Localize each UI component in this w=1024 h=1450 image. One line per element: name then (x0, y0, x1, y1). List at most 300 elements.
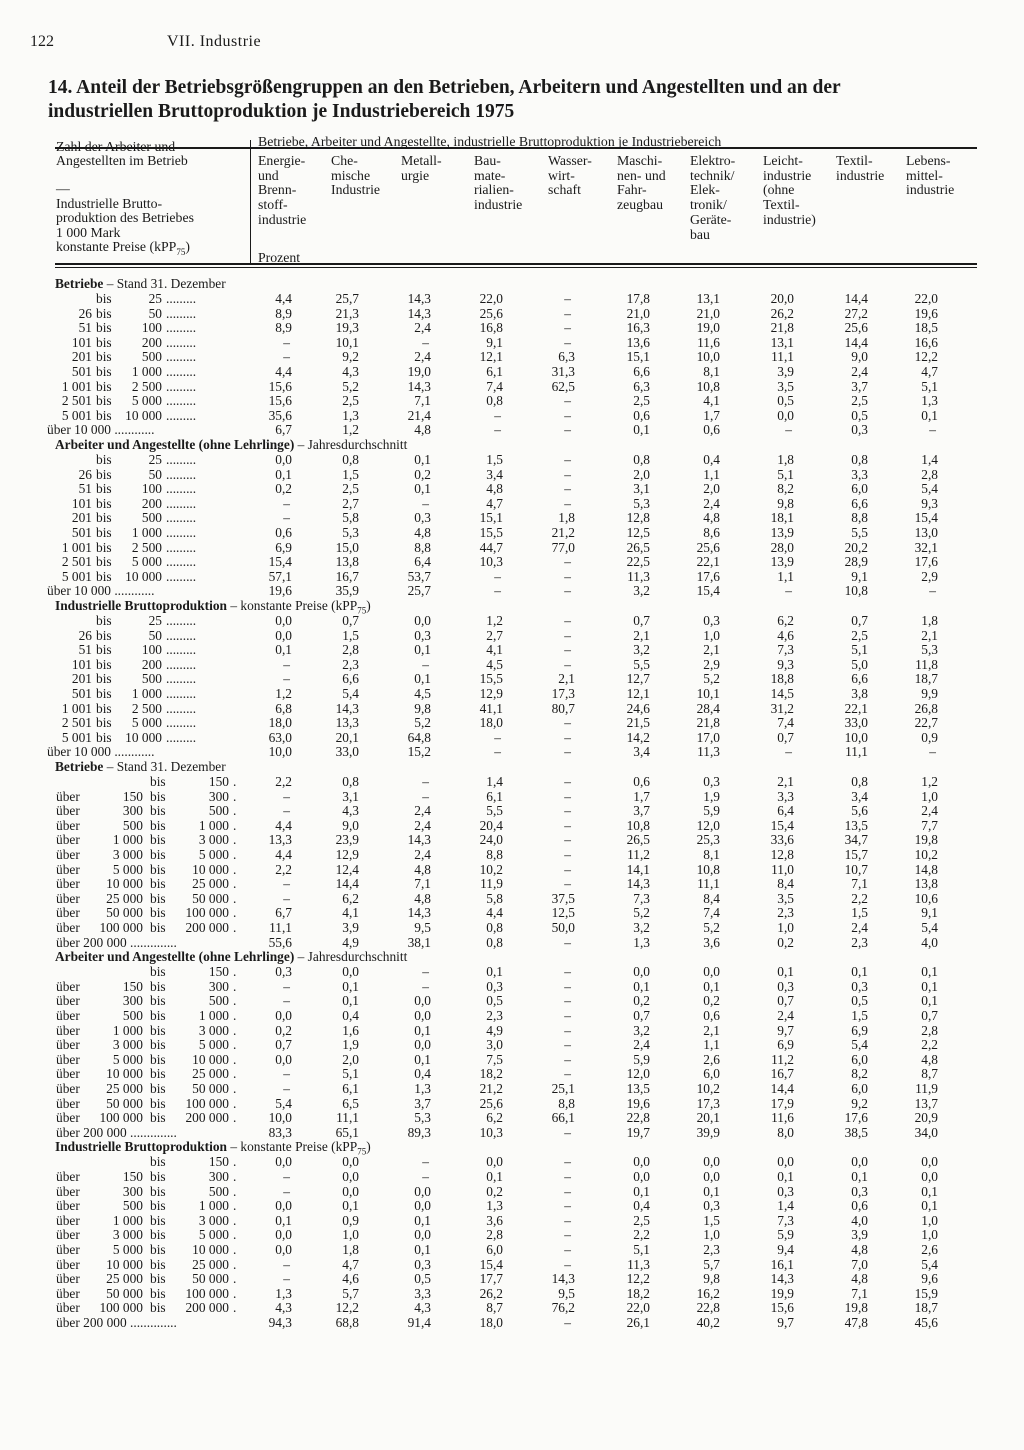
table-cell: 20,4 (479, 817, 503, 833)
table-cell: 5,5 (851, 525, 868, 540)
table-cell: 22,1 (696, 554, 720, 570)
table-cell: 25,6 (479, 1095, 503, 1111)
row-label-ueber: über (56, 1066, 80, 1082)
table-cell: 5,5 (486, 803, 503, 819)
table-cell: 6,7 (275, 905, 292, 921)
row-leader: . (233, 1022, 237, 1038)
table-cell: 1,0 (921, 788, 938, 804)
table-cell: 13,1 (696, 291, 720, 306)
table-cell: 9,5 (414, 920, 431, 935)
table-cell: 0,1 (921, 1183, 938, 1199)
page-number: 122 (30, 33, 54, 50)
table-cell: 24,6 (626, 700, 650, 716)
row-label-from: 5 001 (61, 568, 92, 584)
table-cell: 22,8 (626, 1110, 650, 1126)
table-cell: 6,1 (486, 364, 503, 379)
table-cell: 20,1 (696, 1110, 720, 1126)
row-label-bis: bis (150, 1095, 166, 1111)
table-cell: 0,1 (414, 1022, 431, 1038)
table-cell: 13,6 (626, 334, 650, 350)
table-cell: 62,5 (551, 378, 575, 394)
table-cell: 17,6 (844, 1110, 868, 1126)
row-label-ueber: über (56, 1198, 80, 1214)
table-cell: 22,1 (844, 700, 868, 716)
table-cell: – (564, 1154, 571, 1170)
table-cell: 10,0 (268, 744, 292, 760)
table-cell: 1,8 (558, 510, 575, 526)
table-cell: 0,3 (777, 978, 794, 994)
table-cell: 20,1 (335, 729, 359, 745)
table-cell: 94,3 (268, 1315, 292, 1330)
table-cell: 0,5 (851, 993, 868, 1009)
row-label-from: 1 000 (112, 1022, 143, 1038)
row-label-from: 1 000 (112, 1212, 143, 1228)
table-cell: 17,6 (696, 568, 720, 584)
table-cell: 5,0 (851, 656, 868, 672)
table-cell: – (564, 583, 571, 599)
table-cell: 0,3 (414, 510, 431, 526)
row-label-ueber: über (56, 861, 80, 877)
section-subtitle: – Stand 31. Dezember (103, 759, 226, 774)
table-cell: 18,0 (479, 1315, 503, 1330)
table-cell: 5,4 (275, 1095, 292, 1111)
spanning-header: Betriebe, Arbeiter und Angestellte, industrielle Bruttoproduktion je Industriebereich (258, 134, 722, 149)
table-cell: 0,3 (414, 1256, 431, 1272)
table-cell: 0,6 (851, 1198, 868, 1214)
table-cell: 2,1 (703, 1022, 720, 1038)
table-cell: 0,1 (921, 407, 938, 423)
table-cell: 4,4 (275, 847, 292, 862)
column-header-line: industrie (836, 167, 885, 183)
table-cell: 0,1 (777, 964, 794, 980)
row-label-from: 51 (78, 481, 92, 497)
table-cell: – (564, 715, 571, 731)
row-label-bis: bis (150, 964, 166, 980)
table-cell: – (283, 671, 290, 687)
table-cell: 17,0 (696, 729, 720, 745)
table-cell: 16,1 (770, 1256, 794, 1272)
row-leader: . (233, 920, 237, 935)
table-cell: – (564, 803, 571, 819)
table-cell: 13,8 (914, 876, 938, 892)
row-label-ueber: über (56, 890, 80, 906)
section-header (55, 276, 226, 292)
table-cell: 4,0 (851, 1212, 868, 1228)
row-label-to: 500 (141, 510, 162, 526)
table-cell: 10,8 (844, 583, 868, 599)
column-header-line: Energie- (258, 153, 306, 168)
table-cell: 0,4 (414, 1066, 431, 1082)
table-cell: 7,0 (851, 1256, 868, 1272)
row-label-to: 3 000 (198, 1022, 229, 1038)
row-label-ueber: über (56, 1285, 80, 1301)
table-cell: 0,1 (275, 466, 292, 482)
table-cell: 8,4 (777, 876, 794, 892)
table-cell: 0,1 (633, 978, 650, 994)
row-label-to: 100 000 (185, 905, 229, 921)
table-cell: 19,6 (626, 1095, 650, 1111)
table-cell: 6,4 (414, 554, 431, 570)
table-cell: 15,4 (268, 554, 292, 570)
row-label-to: 10 000 (125, 407, 162, 423)
table-cell: – (564, 1022, 571, 1038)
table-cell: 3,2 (633, 642, 650, 658)
table-cell: 0,0 (633, 1154, 650, 1170)
table-cell: 37,5 (551, 890, 575, 906)
table-cell: 0,6 (703, 422, 720, 438)
row-leader: ......... (166, 334, 197, 350)
table-cell: 0,1 (851, 1169, 868, 1184)
row-label-bis: bis (150, 978, 166, 994)
table-cell: 77,0 (551, 539, 575, 555)
table-cell: 8,9 (275, 305, 292, 321)
column-header-line: Geräte- (690, 211, 732, 227)
table-cell: 14,4 (844, 334, 868, 350)
table-cell: – (564, 334, 571, 350)
table-cell: 11,1 (771, 349, 794, 365)
table-cell: 0,1 (342, 993, 359, 1009)
table-cell: 2,2 (275, 861, 292, 877)
table-cell: 63,0 (268, 729, 292, 745)
table-cell: 2,1 (703, 642, 720, 658)
row-label-to: 200 (141, 656, 162, 672)
table-cell: 5,4 (342, 686, 359, 701)
row-leader: . (233, 817, 237, 833)
table-cell: 8,7 (921, 1066, 938, 1082)
row-leader: ......... (166, 656, 197, 672)
table-cell: 5,4 (921, 481, 938, 497)
table-cell: 40,2 (696, 1315, 720, 1330)
table-cell: 25,6 (479, 305, 503, 321)
table-cell: 14,3 (551, 1271, 575, 1287)
row-label-from: 50 000 (106, 1285, 143, 1301)
table-cell: 17,3 (696, 1095, 720, 1111)
table-cell: – (564, 788, 571, 804)
table-cell: – (283, 1271, 290, 1287)
table-cell: – (564, 1256, 571, 1272)
row-label-from: 100 000 (99, 920, 143, 935)
table-cell: 80,7 (551, 700, 575, 716)
table-cell: 13,7 (914, 1095, 938, 1111)
table-cell: 8,1 (703, 847, 720, 862)
table-cell: 19,7 (626, 1124, 650, 1140)
table-cell: 4,8 (921, 1051, 938, 1067)
table-cell: 19,8 (844, 1300, 868, 1316)
table-cell: 11,6 (771, 1110, 794, 1126)
row-label-ueber: über (56, 1022, 80, 1038)
table-cell: 3,7 (851, 378, 868, 394)
column-header-line: industrie (474, 197, 523, 213)
table-cell: 26,2 (479, 1285, 503, 1301)
table-cell: 11,1 (845, 744, 868, 760)
row-leader: . (233, 1212, 237, 1228)
table-cell: 1,8 (921, 613, 938, 628)
row-label: über 200 000 .............. (56, 934, 177, 950)
row-leader: ......... (166, 568, 197, 584)
row-label-bis: bis (150, 1037, 166, 1053)
row-label-to: 200 (141, 334, 162, 350)
row-leader: ......... (166, 407, 197, 423)
table-cell: – (564, 774, 571, 789)
table-cell: 8,6 (703, 525, 720, 540)
table-cell: 0,0 (275, 627, 292, 643)
row-label-to: 200 000 (185, 1300, 229, 1316)
table-cell: 0,7 (633, 1008, 650, 1023)
table-cell: 22,0 (626, 1300, 650, 1316)
table-cell: 0,3 (703, 613, 720, 628)
table-cell: 5,3 (342, 525, 359, 540)
table-cell: 0,3 (851, 422, 868, 438)
table-cell: 4,8 (414, 890, 431, 906)
table-cell: 13,9 (770, 525, 794, 540)
row-label-to: 25 (148, 613, 162, 628)
row-label-bis: bis (150, 1169, 166, 1184)
table-cell: – (422, 964, 429, 980)
row-leader: . (233, 774, 237, 789)
table-cell: 44,7 (479, 539, 503, 555)
table-cell: 5,5 (633, 656, 650, 672)
table-cell: 25,3 (696, 832, 720, 848)
table-cell: 14,3 (407, 305, 431, 321)
table-cell: 4,1 (486, 642, 503, 658)
table-cell: 15,4 (696, 583, 720, 599)
row-leader: . (233, 1008, 237, 1023)
table-cell: 12,7 (626, 671, 650, 687)
table-cell: 5,2 (414, 715, 431, 731)
row-label-to: 50 (148, 627, 162, 643)
row-label-ueber: über (56, 847, 80, 862)
table-cell: 15,4 (479, 1256, 503, 1272)
table-cell: 91,4 (407, 1315, 431, 1330)
table-cell: 17,9 (770, 1095, 794, 1111)
row-leader: . (233, 1081, 237, 1096)
table-cell: 53,7 (407, 568, 431, 584)
table-cell: 5,1 (851, 642, 868, 658)
table-cell: 0,0 (414, 1227, 431, 1243)
table-cell: 1,0 (777, 920, 794, 935)
table-cell: 0,8 (342, 452, 359, 467)
table-cell: 1,3 (342, 407, 359, 423)
table-cell: 7,3 (777, 1212, 794, 1228)
table-cell: 2,4 (414, 803, 431, 819)
table-cell: – (283, 1183, 290, 1199)
row-leader: ......... (166, 613, 197, 628)
table-cell: 3,1 (633, 481, 650, 497)
table-cell: 2,4 (414, 320, 431, 336)
table-cell: 0,7 (777, 729, 794, 745)
table-cell: 26,8 (914, 700, 938, 716)
row-label-bis: bis (96, 700, 112, 716)
table-cell: – (564, 481, 571, 497)
row-label-from: 1 001 (61, 539, 92, 555)
table-cell: – (564, 554, 571, 570)
table-cell: 11,3 (627, 568, 650, 584)
table-cell: 4,3 (342, 803, 359, 819)
table-cell: 11,1 (269, 920, 292, 935)
table-cell: 9,7 (777, 1315, 794, 1330)
table-cell: 1,6 (342, 1022, 359, 1038)
row-leader: ......... (166, 291, 197, 306)
table-cell: 2,7 (342, 495, 359, 511)
table-cell: – (564, 832, 571, 848)
table-cell: 0,1 (342, 1198, 359, 1214)
table-cell: 1,2 (486, 613, 503, 628)
table-cell: 1,0 (921, 1212, 938, 1228)
table-cell: 3,9 (777, 364, 794, 379)
row-label-bis: bis (96, 349, 112, 365)
row-label-bis: bis (150, 1271, 166, 1287)
row-label-from: 5 001 (61, 407, 92, 423)
column-header-line: mate- (474, 167, 506, 183)
table-cell: 1,1 (703, 1037, 720, 1053)
table-cell: 9,1 (486, 334, 503, 350)
table-cell: 10,3 (479, 1124, 503, 1140)
table-cell: 12,5 (626, 525, 650, 540)
table-cell: 14,3 (407, 832, 431, 848)
table-cell: – (564, 407, 571, 423)
table-cell: 2,6 (921, 1242, 938, 1257)
row-label-to: 50 (148, 305, 162, 321)
table-cell: 5,1 (921, 378, 938, 394)
table-cell: 5,4 (851, 1037, 868, 1053)
table-cell: 11,2 (627, 847, 650, 862)
table-cell: 9,2 (851, 1095, 868, 1111)
row-label-from: 26 (78, 305, 92, 321)
table-cell: 2,0 (342, 1051, 359, 1067)
table-cell: 4,8 (414, 422, 431, 438)
table-cell: 0,0 (703, 1154, 720, 1170)
row-label-ueber: über (56, 978, 80, 994)
row-leader: ......... (166, 393, 197, 409)
column-header-line: technik/ (690, 167, 735, 183)
table-cell: 18,0 (479, 715, 503, 731)
table-cell: 3,4 (486, 466, 503, 482)
row-leader: . (233, 803, 237, 819)
row-label-ueber: über (56, 803, 80, 819)
table-cell: 15,5 (479, 525, 503, 540)
table-cell: 9,2 (342, 349, 359, 365)
table-cell: 33,6 (770, 832, 794, 848)
table-cell: 2,3 (486, 1008, 503, 1023)
table-cell: 0,8 (486, 920, 503, 935)
row-label-ueber: über (56, 1242, 80, 1257)
table-cell: 21,0 (626, 305, 650, 321)
table-cell: 4,3 (275, 1300, 292, 1316)
table-cell: 14,2 (626, 729, 650, 745)
table-cell: 25,7 (335, 291, 359, 306)
table-cell: 2,5 (342, 393, 359, 409)
table-cell: 15,5 (479, 671, 503, 687)
table-cell: 21,3 (335, 305, 359, 321)
table-cell: 9,5 (558, 1285, 575, 1301)
table-cell: 4,9 (486, 1022, 503, 1038)
table-cell: 21,2 (479, 1081, 503, 1096)
table-cell: 0,0 (414, 1037, 431, 1053)
table-cell: 21,2 (551, 525, 575, 540)
row-label-from: 100 000 (99, 1110, 143, 1126)
table-cell: – (494, 422, 501, 438)
table-cell: 0,5 (851, 407, 868, 423)
row-leader: ......... (166, 378, 197, 394)
table-cell: – (564, 1212, 571, 1228)
stub-header-line: Industrielle Brutto- (56, 196, 163, 211)
table-cell: 6,0 (851, 1051, 868, 1067)
table-cell: – (564, 993, 571, 1009)
table-cell: 15,2 (407, 744, 431, 760)
section-title: Industrielle Bruttoproduktion (55, 598, 228, 613)
table-cell: 0,2 (633, 993, 650, 1009)
section-subtitle: – Stand 31. Dezember (103, 276, 226, 291)
running-head: VII. Industrie (167, 33, 262, 50)
row-label-to: 1 000 (131, 364, 162, 379)
section-title: Industrielle Bruttoproduktion (55, 1139, 228, 1155)
table-cell: 9,1 (851, 568, 868, 584)
table-cell: 0,5 (486, 993, 503, 1009)
table-cell: 39,9 (696, 1124, 720, 1140)
column-header-line: mittel- (906, 167, 943, 183)
table-cell: 0,1 (921, 1198, 938, 1214)
table-cell: 1,3 (275, 1285, 292, 1301)
table-cell: 10,1 (696, 686, 720, 701)
table-cell: 0,7 (342, 613, 359, 628)
table-cell: 22,0 (479, 291, 503, 306)
row-label-ueber: über (56, 1095, 80, 1111)
table-cell: 0,0 (414, 613, 431, 628)
table-cell: 17,6 (914, 554, 938, 570)
table-cell: – (564, 744, 571, 760)
table-cell: 20,9 (914, 1110, 938, 1126)
table-cell: 4,1 (703, 393, 720, 409)
table-cell: 12,1 (626, 686, 650, 701)
table-cell: 4,8 (851, 1242, 868, 1257)
table-cell: 14,4 (335, 876, 359, 892)
row-label-bis: bis (96, 554, 112, 570)
table-cell: 0,1 (414, 1212, 431, 1228)
row-label-from: 201 (71, 349, 92, 365)
table-cell: 28,9 (844, 554, 868, 570)
table-cell: 2,0 (703, 481, 720, 497)
table-cell: 0,3 (414, 627, 431, 643)
table-cell: 66,1 (551, 1110, 575, 1126)
row-label-bis: bis (150, 861, 166, 877)
row-label-from: 201 (71, 671, 92, 687)
table-cell: 6,9 (777, 1037, 794, 1053)
table-cell: 4,8 (414, 861, 431, 877)
table-title-line-2: industriellen Bruttoproduktion je Industriebereich 1975 (48, 101, 515, 122)
table-cell: – (564, 1008, 571, 1023)
table-cell: 10,3 (479, 554, 503, 570)
table-cell: – (283, 1066, 290, 1082)
table-cell: 12,2 (626, 1271, 650, 1287)
row-label-bis: bis (150, 788, 166, 804)
column-header-line: und (258, 167, 279, 183)
table-cell: 11,2 (771, 1051, 794, 1067)
table-cell: – (564, 656, 571, 672)
column-header-line: mische (331, 167, 371, 183)
row-leader: ......... (166, 554, 197, 570)
table-cell: 3,4 (851, 788, 868, 804)
row-label-from: 51 (78, 320, 92, 336)
column-header-line: stoff- (258, 197, 288, 213)
table-cell: 0,0 (851, 1154, 868, 1170)
row-label-from: 5 000 (112, 1242, 143, 1257)
table-cell: 6,0 (851, 481, 868, 497)
table-cell: – (929, 744, 936, 760)
row-label-from: 150 (122, 1169, 143, 1184)
table-cell: 0,0 (275, 1154, 292, 1170)
table-cell: 2,3 (851, 934, 868, 950)
row-leader: ......... (166, 481, 197, 497)
